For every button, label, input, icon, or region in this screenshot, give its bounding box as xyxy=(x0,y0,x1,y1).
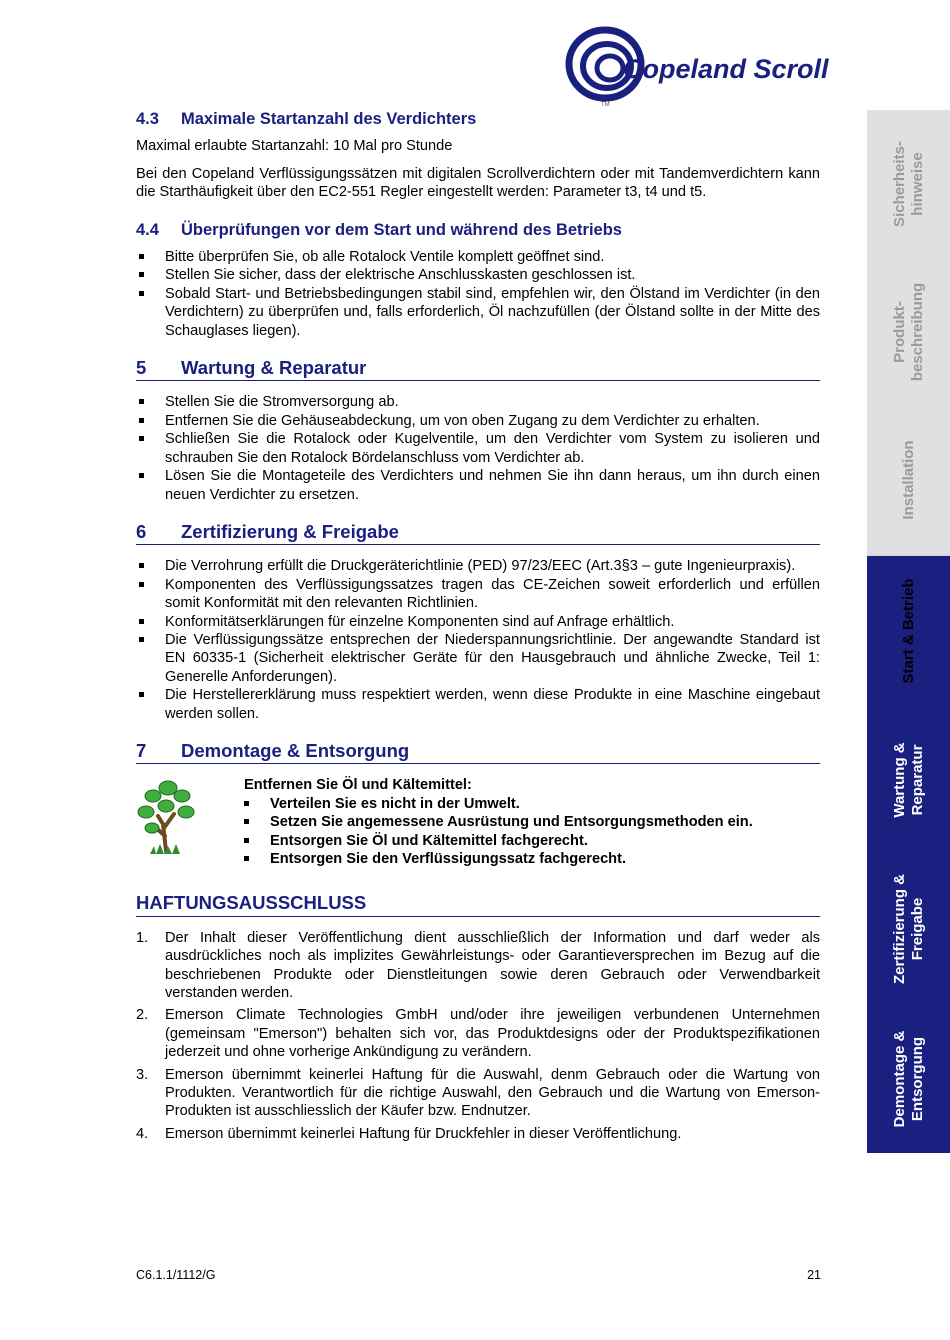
list-item: Entfernen Sie die Gehäuseabdeckung, um von oben Zugang zu dem Verdichter zu erhalten. xyxy=(136,412,820,430)
tab-produktbeschreibung[interactable] xyxy=(867,258,950,406)
disposal-block xyxy=(136,776,820,868)
disposal-list xyxy=(244,795,753,869)
section-5-heading xyxy=(136,359,820,381)
disclaimer-heading: HAFTUNGSAUSSCHLUSS xyxy=(136,894,820,916)
disposal-lead: Entfernen Sie Öl und Kältemittel: xyxy=(244,777,472,794)
list-item: Setzen Sie angemessene Ausrüstung und Entsorgungsmethoden ein. xyxy=(244,813,753,831)
tree-icon xyxy=(136,776,196,856)
tab-label: Demontage & Entsorgung xyxy=(890,1030,926,1127)
section-title: Wartung & Reparatur xyxy=(181,357,367,379)
tab-demontage-entsorgung[interactable] xyxy=(867,1004,950,1153)
tab-label: Sicherheits- hinweise xyxy=(890,141,926,227)
section-4-4-heading xyxy=(136,221,820,239)
section-number: 6 xyxy=(136,520,147,542)
section-title: Überprüfungen vor dem Start und während des Betriebs xyxy=(181,220,622,239)
logo-swirl-icon xyxy=(565,22,870,112)
item-text: Emerson Climate Technologies GmbH und/oder ihre jeweiligen verbundenen Unternehmen (gemeinsam "Emerson") behalten sich vor, das Produktdesigns oder der Produktspezifikationen jederzeit und ohne vorherige Ankündigung zu verändern. xyxy=(165,1007,820,1061)
item-number: 3. xyxy=(136,1066,149,1083)
list-item: Sobald Start- und Betriebsbedingungen stabil sind, empfehlen wir, den Ölstand im Verdichter (in den Verdichtern) zu überprüfen und, falls erforderlich, Öl nachzufüllen (der Ölstand sollte in der Mitte des Schauglases liegen). xyxy=(136,285,820,340)
section-title: Demontage & Entsorgung xyxy=(181,739,410,761)
list-item: Entsorgen Sie den Verflüssigungssatz fachgerecht. xyxy=(244,850,753,868)
list-item xyxy=(136,929,820,1003)
list-item: Entsorgen Sie Öl und Kältemittel fachgerecht. xyxy=(244,832,753,850)
copeland-scroll-logo xyxy=(565,22,870,112)
section-7-heading xyxy=(136,739,820,764)
section-4-4-list xyxy=(136,248,820,340)
tab-zertifizierung-freigabe[interactable] xyxy=(867,854,950,1004)
tab-start-betrieb[interactable] xyxy=(867,554,950,706)
logo-wordmark: Copeland Scroll xyxy=(623,54,829,84)
list-item: Komponenten des Verflüssigungssatzes tragen das CE-Zeichen soweit erforderlich und erfüllen somit Konformität mit den relevanten Richtlinien. xyxy=(136,576,820,613)
list-item: Lösen Sie die Montageteile des Verdichters und nehmen Sie ihn dann heraus, um ihn durch einen neuen Verdichter zu ersetzen. xyxy=(136,467,820,504)
tab-label: Installation xyxy=(899,440,917,520)
tab-label: Produkt- beschreibung xyxy=(890,282,926,382)
tab-label: Zertifizierung & Freigabe xyxy=(890,873,926,985)
item-text: Der Inhalt dieser Veröffentlichung dient ausschließlich der Information und darf weder als ausdrückliches noch als implizites Gewährleistungs- oder Garantieversprechen im Bezug auf die beschriebenen Produkte oder Dienstleitungen sowie deren Gebrauch oder Verwendbarkeit verstanden werden. xyxy=(165,929,820,1002)
list-item: Die Verflüssigungssätze entsprechen der Niederspannungsrichtlinie. Der angewandte Standard ist EN 60335-1 (Sicherheit elektrischer Geräte für den Hausgebrauch und ähnliche Zwecke, Teil 1: Generelle Anforderungen). xyxy=(136,631,820,686)
tab-label: Wartung & Reparatur xyxy=(890,742,926,818)
section-4-3-heading xyxy=(136,110,820,128)
tab-wartung-reparatur[interactable] xyxy=(867,706,950,854)
section-number: 4.3 xyxy=(136,110,159,128)
footer-page-number: 21 xyxy=(807,1268,821,1282)
logo-tm-mark: TM xyxy=(601,102,610,108)
item-text: Emerson übernimmt keinerlei Haftung für Druckfehler in dieser Veröffentlichung. xyxy=(165,1125,682,1142)
item-number: 1. xyxy=(136,929,149,946)
section-number: 7 xyxy=(136,739,147,761)
section-6-heading xyxy=(136,520,820,545)
section-number: 5 xyxy=(136,357,147,379)
list-item: Schließen Sie die Rotalock oder Kugelventile, um den Verdichter vom System zu isolieren und schrauben Sie den Rotalock Bördelanschluss vom Verdichter ab. xyxy=(136,430,820,467)
section-5-list xyxy=(136,393,820,503)
page-content xyxy=(136,110,820,1147)
section-6-list xyxy=(136,557,820,723)
tab-label: Start & Betrieb xyxy=(899,578,917,684)
list-item xyxy=(136,1125,820,1143)
chapter-tabs xyxy=(867,110,950,1153)
list-item: Stellen Sie die Stromversorgung ab. xyxy=(136,393,820,411)
item-number: 4. xyxy=(136,1125,149,1142)
tab-installation[interactable] xyxy=(867,406,950,554)
section-title: Zertifizierung & Freigabe xyxy=(181,520,399,542)
section-4-3-paragraph: Bei den Copeland Verflüssigungssätzen mit digitalen Scrollverdichtern oder mit Tandemverdichtern kann die Starthäufigkeit über den EC2-551 Regler eingestellt werden: Parameter t3, t4 und t5. xyxy=(136,165,820,201)
tab-sicherheitshinweise[interactable] xyxy=(867,110,950,258)
list-item xyxy=(136,1066,820,1121)
list-item: Bitte überprüfen Sie, ob alle Rotalock Ventile komplett geöffnet sind. xyxy=(136,248,820,266)
section-title: Maximale Startanzahl des Verdichters xyxy=(181,110,477,128)
disposal-instructions xyxy=(244,776,753,868)
footer-doc-code: C6.1.1/1112/G xyxy=(136,1268,216,1282)
section-number: 4.4 xyxy=(136,220,159,239)
list-item: Konformitätserklärungen für einzelne Komponenten sind auf Anfrage erhältlich. xyxy=(136,613,820,631)
item-text: Emerson übernimmt keinerlei Haftung für die Auswahl, denm Gebrauch oder die Wartung von Produkten. Verantwortlich für die richtige Auswahl, den Gebrauch und die Wartung von Emerson-Produkten ist ausschliesslich der Käufer bzw. Endnutzer. xyxy=(165,1066,820,1120)
list-item xyxy=(136,1006,820,1061)
list-item: Stellen Sie sicher, dass der elektrische Anschlusskasten geschlossen ist. xyxy=(136,266,820,284)
list-item: Die Verrohrung erfüllt die Druckgeräterichtlinie (PED) 97/23/EEC (Art.3§3 – gute Ingenieurpraxis). xyxy=(136,557,820,575)
disclaimer-list xyxy=(136,929,820,1143)
list-item: Die Herstellererklärung muss respektiert werden, wenn diese Produkte in eine Maschine eingebaut werden sollen. xyxy=(136,686,820,723)
section-4-3-line: Maximal erlaubte Startanzahl: 10 Mal pro Stunde xyxy=(136,138,453,155)
list-item: Verteilen Sie es nicht in der Umwelt. xyxy=(244,795,753,813)
item-number: 2. xyxy=(136,1007,149,1024)
